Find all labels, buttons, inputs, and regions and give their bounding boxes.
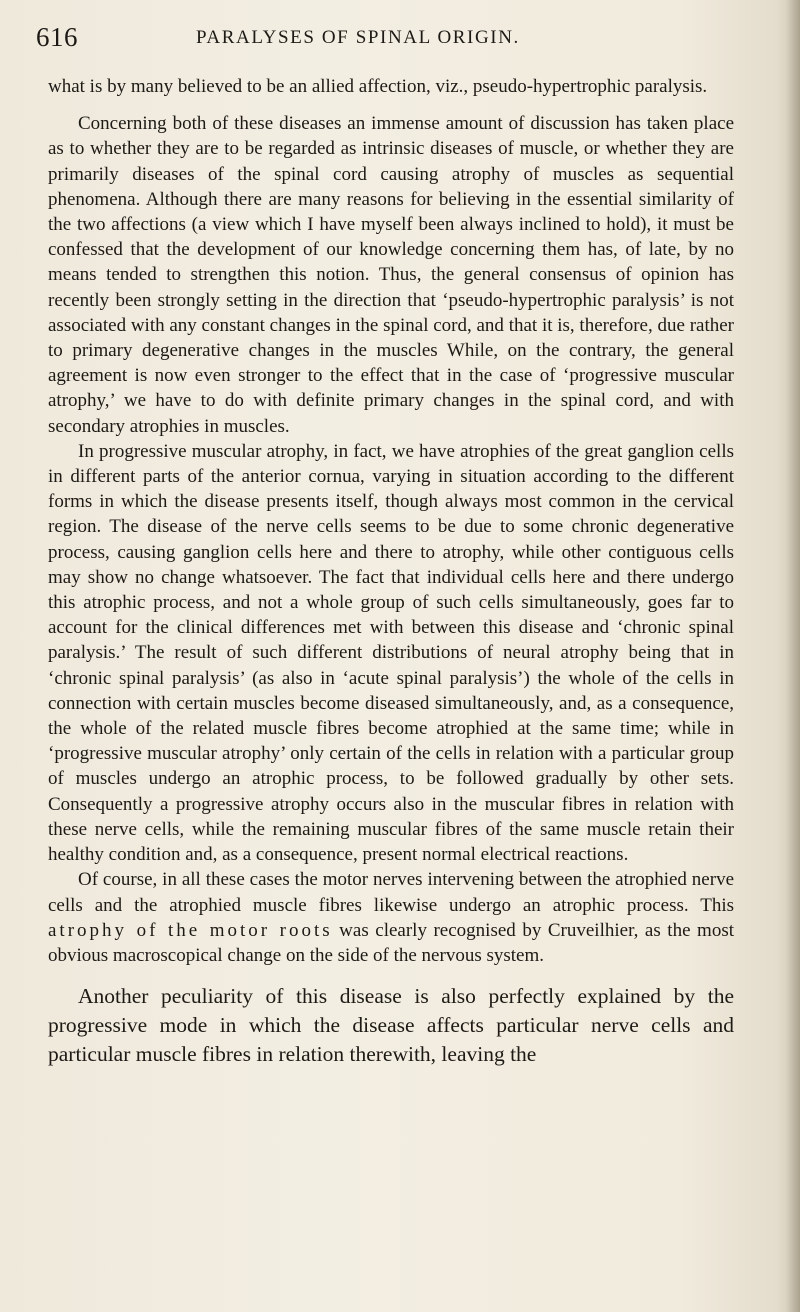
page-header — [36, 22, 756, 58]
page-edge-shadow — [786, 0, 800, 1312]
paragraph-of-course — [48, 867, 734, 968]
paragraph-continuation: what is by many believed to be an allied affection, viz., pseudo-hypertrophic paralysis. — [48, 76, 708, 97]
paragraph-concerning: Concerning both of these diseases an immense amount of discussion has taken place as to whether they are to be regarded as intrinsic diseases of muscle, or whether they are primarily diseases of the spinal cord causing atrophy of muscles as sequential phenomena. Although there are many reasons for believing in the essential similarity of the two affections (a view which I have myself been always inclined to hold), it must be confessed that the development of our knowledge concerning them has, of late, by no means tended to strengthen this notion. Thus, the general consensus of opinion has recently been strongly setting in the direction that ‘pseudo-hypertrophic paralysis’ is not associated with any constant changes in the spinal cord, and that it is, therefore, due rather to primary degenerative changes in the muscles While, on the contrary, the general agreement is now even stronger to the effect that in the case of ‘progressive muscular atrophy,’ we have to do with definite primary changes in the spinal cord, and with secondary atrophies in muscles. — [48, 113, 734, 437]
paragraph-of-course-end: was clearly recognised by Cruveilhier, as the most obvious macroscopical change on the side of the nervous system. — [48, 919, 734, 966]
body-text — [48, 74, 734, 1080]
paragraph-another-peculiarity: Another peculiarity of this disease is also perfectly explained by the progressive mode in which the disease affects particular nerve cells and particular muscle fibres in relation therewith, leaving the — [48, 984, 734, 1067]
page-number: 616 — [36, 22, 78, 52]
emphasized-phrase: atrophy of the motor roots — [48, 919, 333, 941]
paragraph-of-course-start: Of course, in all these cases the motor nerves intervening between the atrophied nerve cells and the atrophied muscle fibres likewise undergo an atrophic process. This — [48, 869, 734, 916]
running-title: PARALYSES OF SPINAL ORIGIN. — [196, 27, 520, 48]
paragraph-progressive-atrophy: In progressive muscular atrophy, in fact, we have atrophies of the great ganglion cells in different parts of the anterior cornua, varying in situation according to the different forms in which the disease presents itself, though always most common in the cervical region. The disease of the nerve cells seems to be due to some chronic degenerative process, causing ganglion cells here and there to atrophy, while other contiguous cells may show no change whatsoever. The fact that individual cells here and there undergo this atrophic process, and not a whole group of such cells simultaneously, goes far to account for the clinical differences met with between this disease and ‘chronic spinal paralysis.’ The result of such different distributions of neural atrophy being that in ‘chronic spinal paralysis’ (as also in ‘acute spinal paralysis’) the whole of the cells in connection with certain muscles become diseased simultaneously, and, as a consequence, the whole of the related muscle fibres become atrophied at the same time; while in ‘progressive muscular atrophy’ only certain of the cells in relation with a particular group of muscles undergo an atrophic process, to be followed gradually by other sets. Consequently a progressive atrophy occurs also in the muscular fibres in relation with these nerve cells, while the remaining muscular fibres of the same muscle retain their healthy condition and, as a consequence, present normal electrical reactions. — [48, 440, 734, 866]
